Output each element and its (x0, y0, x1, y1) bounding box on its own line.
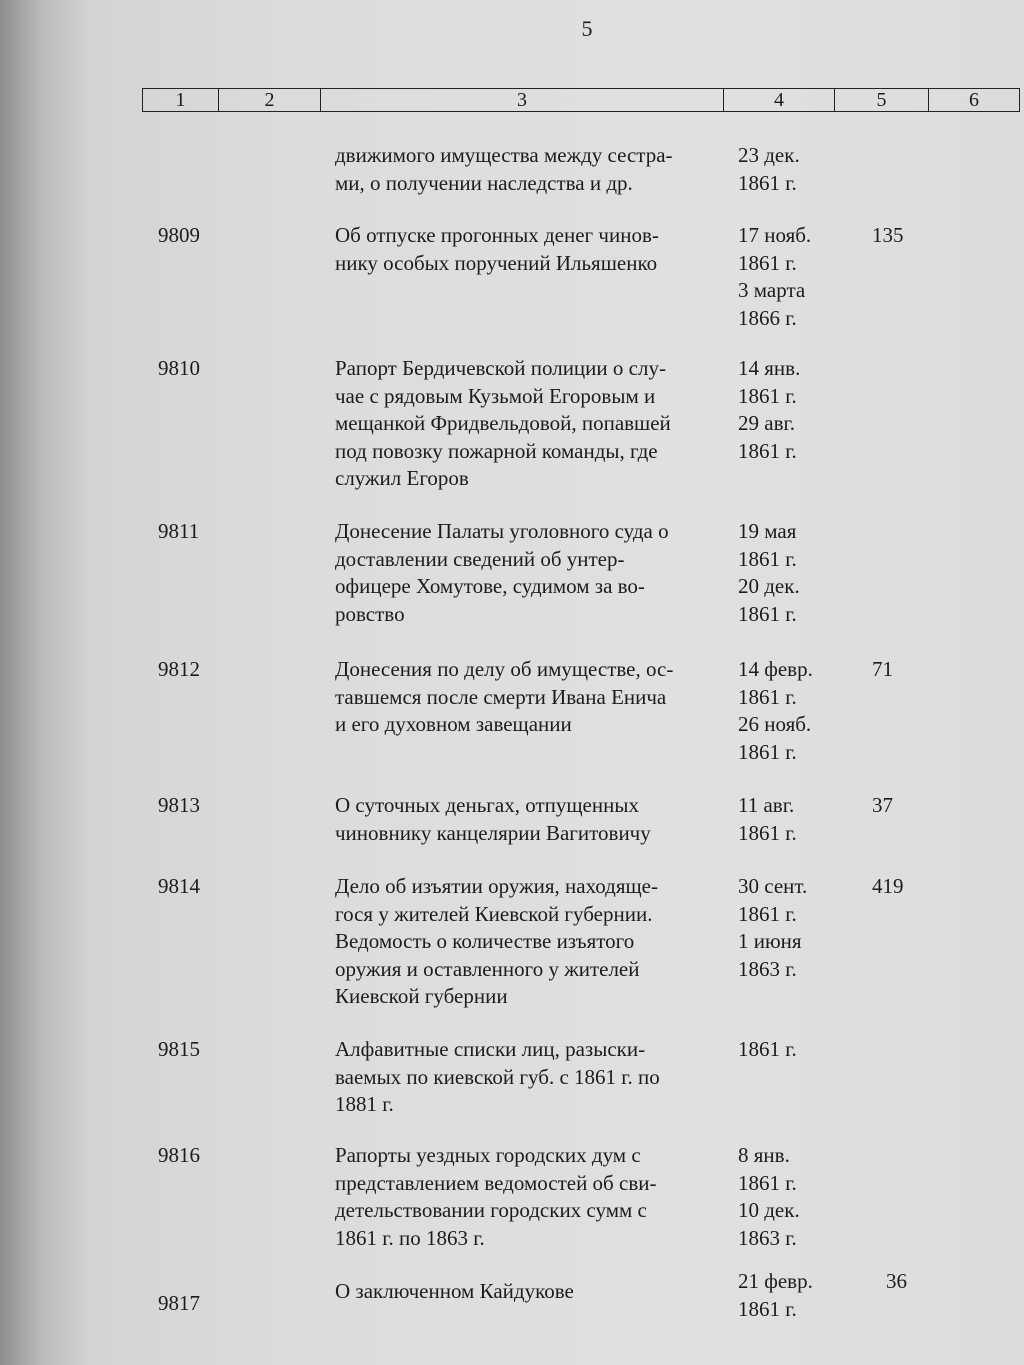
entry-dates: 14 февр. 1861 г. 26 нояб. 1861 г. (738, 657, 813, 764)
entry-title: Рапорт Бердичевской полиции о слу- чае с рядовым Кузьмой Егоровым и мещанкой Фридвельдовой, попавшей под повозку пожарной команды, где служил Егоров (335, 356, 671, 490)
entry-sheets: 71 (872, 657, 893, 681)
entry-sheets: 419 (872, 874, 904, 898)
entry-title: О суточных деньгах, отпущенных чиновнику канцелярии Вагитовичу (335, 793, 651, 845)
column-header-5: 5 (835, 89, 929, 111)
entry-number: 9813 (158, 793, 200, 817)
page-number: 5 (581, 16, 593, 41)
entry-sheets: 135 (872, 223, 904, 247)
entry-title: Об отпуске прогонных денег чинов- нику особых поручений Ильяшенко (335, 223, 659, 275)
entry-number: 9811 (158, 519, 200, 543)
entry-number: 9817 (158, 1291, 200, 1315)
entry-title: Донесение Палаты уголовного суда о доставлении сведений об унтер- офицере Хомутове, судимом за во- ровство (335, 519, 669, 626)
entry-title: Алфавитные списки лиц, разыски- ваемых по киевской губ. с 1861 г. по 1881 г. (335, 1037, 660, 1116)
column-header-2: 2 (219, 89, 321, 111)
column-header-1: 1 (143, 89, 219, 111)
entry-number: 9814 (158, 874, 200, 898)
column-header-4: 4 (724, 89, 835, 111)
column-header-6: 6 (969, 89, 979, 111)
column-header-3: 3 (321, 89, 724, 111)
entry-dates: 11 авг. 1861 г. (738, 793, 797, 845)
entry-number: 9815 (158, 1037, 200, 1061)
entry-number: 9812 (158, 657, 200, 681)
entry-dates: 1861 г. (738, 1037, 797, 1061)
entry-dates: 17 нояб. 1861 г. 3 марта 1866 г. (738, 223, 812, 330)
entry-title: движимого имущества между сестра- ми, о получении наследства и др. (335, 143, 673, 195)
entry-sheets: 36 (886, 1269, 907, 1293)
entry-title: Рапорты уездных городских дум с представлением ведомостей об сви- детельствовании городских сумм с 1861 г. по 1863 г. (335, 1143, 657, 1250)
entry-sheets: 37 (872, 793, 893, 817)
entry-title: Дело об изъятии оружия, находяще- гося у жителей Киевской губернии. Ведомость о количестве изъятого оружия и оставленного у жителей Киевской губернии (335, 874, 658, 1008)
entry-dates: 19 мая 1861 г. 20 дек. 1861 г. (738, 519, 800, 626)
entry-dates: 21 февр. 1861 г. (738, 1269, 813, 1321)
entry-number: 9810 (158, 356, 200, 380)
entry-dates: 30 сент. 1861 г. 1 июня 1863 г. (738, 874, 808, 981)
column-header-row (142, 88, 1020, 112)
entry-number: 9809 (158, 223, 200, 247)
entry-dates: 14 янв. 1861 г. 29 авг. 1861 г. (738, 356, 801, 463)
entry-title: О заключенном Кайдукове (335, 1279, 574, 1303)
entry-title: Донесения по делу об имуществе, ос- тавшемся после смерти Ивана Енича и его духовном завещании (335, 657, 674, 736)
entry-number: 9816 (158, 1143, 200, 1167)
entry-dates: 8 янв. 1861 г. 10 дек. 1863 г. (738, 1143, 800, 1250)
entry-dates: 23 дек. 1861 г. (738, 143, 800, 195)
